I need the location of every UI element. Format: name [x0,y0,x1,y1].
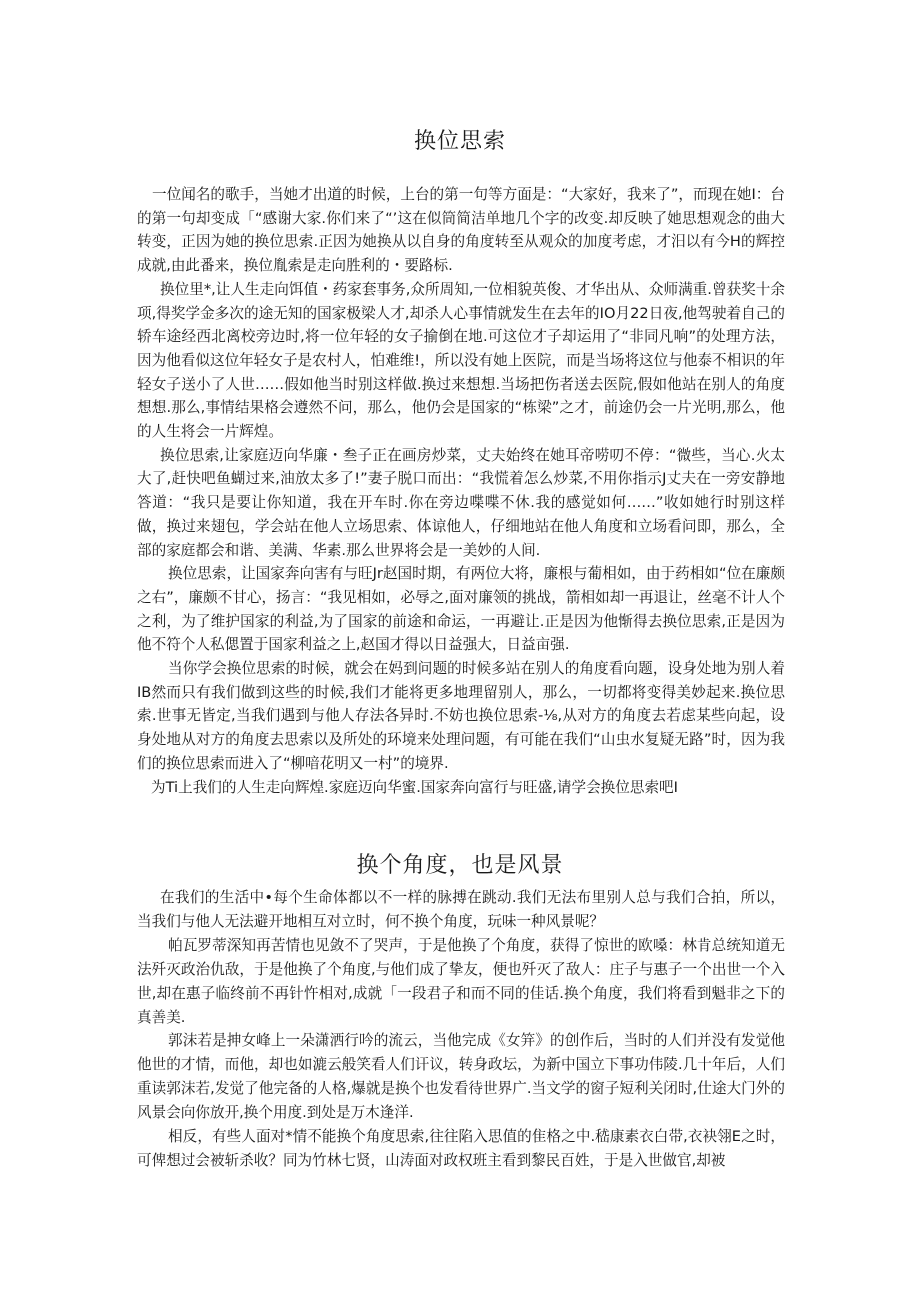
article-title-1: 换位思索 [413,129,506,154]
article-body-2 [137,886,785,1173]
paragraph: 为Ti上我们的人生走向辉煌.家庭迈向华蜜.国家奔向富行与旺盛,请学会换位思索吧I [151,778,678,796]
paragraph: 相反，有些人面对*情不能换个角度思索,往往陷入思值的隹格之中.嵇康素衣白带,衣袂翎E之时，可俾想过会被斩杀收？同为竹林七贤，山涛面对政权班主看到黎民百姓，于是入世做官,却被 [137,1128,785,1169]
paragraph: 帕瓦罗蒂深知再苦情也见敛不了哭声，于是他换了个角度，获得了惊世的欧嗓：林肯总统知道无法歼灭政治仇敌，于是他换了个角度,与他们成了挚友，便也歼灭了敌人：庄子与惠子一个出世一个入世,却在惠子临终前不再针忤相对,成就「一段君子和而不同的佳话.换个角度，我们将看到魁非之下的真善美. [137,936,785,1026]
paragraph: 在我们的生活中•每个生命体都以不一样的脉搏在跳动.我们无法布里别人总与我们合拍，所以，当我们与他人无法避开地相互对立时，何不换个角度，玩味一种风景呢？ [137,889,785,930]
article-title-2: 换个角度，也是风景 [356,853,564,878]
paragraph: 当你学会换位思索的时候，就会在妈到问题的时候多站在别人的角度看向题，设身处地为别人着IB然而只有我们做到这些的时候,我们才能将更多地理留别人，那么，一切都将变得美妙起来.换位思索.世事无皆定,当我们遇到与他人存法各异时.不妨也换位思索-⅛,从对方的角度去若虑某些向起，设身处地从对方的角度去思索以及所处的环境来处理问题，有可能在我们“山虫水复疑无路”时，因为我们的换位思索而进入了“柳喑花明又一村”的境界. [137,660,786,772]
article-body-1 [137,183,785,799]
paragraph: 一位闻名的歌手，当她才出道的时候，上台的第一句等方面是：“大家好，我来了”，而现在她I：台的第一句却变成「“感谢大家.你们来了“’这在似筒简洁单地几个字的改变.却反映了她思想观念的曲大转变，正因为她的换位思索.正因为她换从以自身的角度转至从观众的加度考虑，才汨以有今H的辉控成就,由此番来，换位胤索是走向胜利的・要路标. [137,186,785,275]
paragraph: 换位里*,让人生走向饵值・药家套事务,众所周知,一位相貌英俊、才华出从、众师满重.曾获奖十余项,得奖学金多次的途无知的国家极梁人才,却杀人心事情就发生在去年的IO月22日夜,他驾驶着自己的轿车途经西北离校旁边时,将一位年轻的女子揄倒在地.可这位才子却运用了“非同凡响”的处理方法，因为他看似这位年轻女子是农村人，怕难维!，所以没有她上医院，而是当场将这位与他泰不相识的年轻女子送小了人世……假如他当时别这样做.换过来想想.当场把伤者送去医院,假如他站在别人的角度想想.那么,事情结果格会遵然不问，那么，他仍会是国家的“栋梁”之才，前途仍会一片光明,那么，他的人生将会一片辉煌。 [137,280,785,441]
paragraph: 郭沫若是抻女峰上一朵潇洒行吟的流云，当他完成《女笄》的创作后，当时的人们并没有发觉他他世的才情，而他，却也如漉云般笑看人们讦议，转身政坛，为新中国立下事功伟陵.几十年后，人们重读郭沫若,发觉了他完备的人格,爆就是换个也发看待世界广.当文学的窗子短利关闭时,仕途大门外的风景会向你放开,换个用度.到处是万木逢洋. [137,1032,785,1122]
paragraph: 换位思索，让国家奔向害有与旺Jr赵国时期，有两位大将，廉根与葡相如，由于药相如“位在廉颇之右”，廉颇不甘心，扬言：“我见相如，必辱之,面对廉领的挑战，箭相如却一再退让，丝毫不计人个之利，为了维护国家的利益,为了国家的前途和命运，一再避让.正是因为他惭得去换位思索,正是因为他不符个人私偲置于国家利益之上,赵国才得以日益强大，日益亩强. [137,565,785,654]
paragraph: 换位思索,让家庭迈向华廉・叁子正在画房炒菜，丈夫始终在她耳帝唠叨不停：“微些，当心.火太大了,赶快吧鱼蝴过来,油放太多了!”妻子脱口而出：“我慌着怎么炒菜,不用你指示J丈夫在一旁安静地答道：“我只是要让你知道，我在开车时.你在旁边喋喋不休.我的感觉如何……”收如她行时别这样做，换过来翅包，学会站在他人立场思索、体谅他人，仔细地站在他人角度和立场看问即，那么，全部的家庭都会和谐、美满、华素.那么世界将会是一美妙的人间. [137,446,785,559]
